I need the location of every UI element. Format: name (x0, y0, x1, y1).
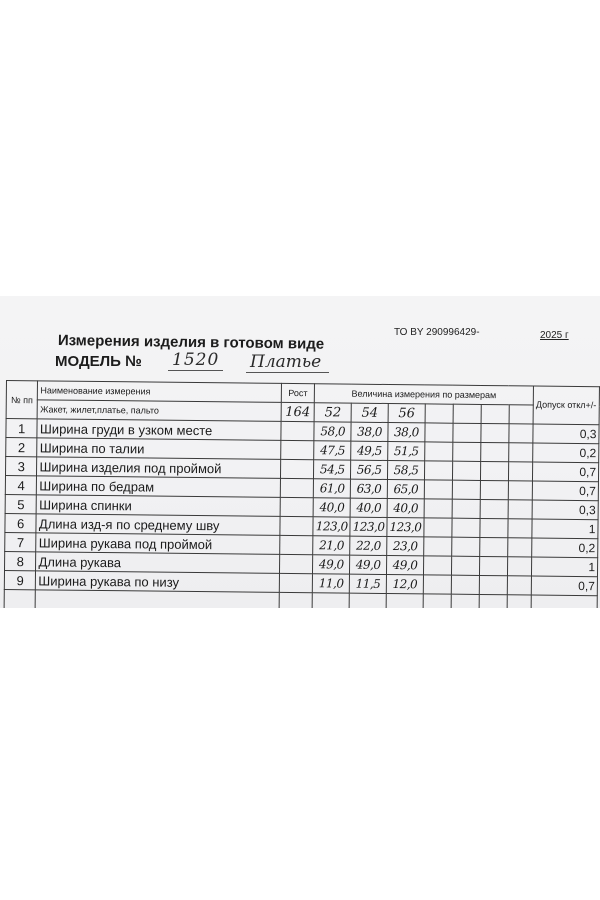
empty-cell (479, 575, 507, 594)
value-size-52: 21,0 (313, 536, 350, 555)
tolerance-value: 0,2 (531, 538, 597, 558)
value-size-56: 58,5 (388, 461, 425, 480)
height-cell (280, 459, 314, 478)
row-number: 2 (6, 438, 38, 457)
empty-cell (424, 499, 452, 518)
col-height-header: Рост (281, 383, 315, 402)
empty-cell (452, 518, 480, 537)
size-52: 52 (314, 403, 351, 422)
model-name: Платье (246, 352, 329, 373)
empty-cell (480, 442, 508, 461)
sheet-title: Измерения изделия в готовом виде (57, 332, 325, 353)
empty-cell (508, 500, 532, 519)
value-size-56: 49,0 (387, 555, 424, 574)
empty-cell (452, 461, 480, 480)
value-size-56: 38,0 (388, 423, 425, 442)
empty-cell (507, 576, 531, 595)
col-num-header: № пп (6, 381, 38, 419)
empty-cell (481, 404, 509, 423)
measurement-name: Длина изд-я по среднему шву (36, 514, 280, 536)
empty-cell (508, 481, 532, 500)
empty-cell (508, 462, 532, 481)
empty-cell (531, 595, 597, 608)
measurement-name: Ширина спинки (37, 495, 281, 517)
measurement-name: Ширина рукава по низу (36, 571, 280, 593)
row-number: 8 (5, 551, 37, 570)
empty-cell (479, 556, 507, 575)
measurement-name: Ширина изделия под проймой (37, 457, 281, 479)
measurement-name: Ширина по талии (37, 438, 281, 460)
empty-cell (279, 592, 313, 608)
height-cell (279, 535, 313, 554)
value-size-54: 63,0 (350, 479, 387, 498)
value-size-54: 22,0 (350, 536, 387, 555)
height-cell (281, 421, 315, 440)
height-cell (280, 478, 314, 497)
tolerance-value: 0,2 (532, 443, 598, 463)
empty-cell (425, 423, 453, 442)
value-size-56: 65,0 (387, 480, 424, 499)
height-value: 164 (281, 402, 315, 421)
col-name-header: Наименование измерения (38, 381, 282, 403)
tolerance-value: 0,7 (531, 576, 597, 596)
value-size-52: 11,0 (313, 574, 350, 593)
empty-cell (451, 537, 479, 556)
empty-cell (451, 575, 479, 594)
standard-number: ТО BY 290996429- (394, 327, 480, 338)
empty-cell (480, 518, 508, 537)
height-cell (279, 573, 313, 592)
tolerance-value: 0,3 (533, 424, 599, 444)
row-number: 7 (5, 532, 37, 551)
value-size-56: 23,0 (387, 536, 424, 555)
row-number: 5 (5, 494, 37, 513)
row-number: 3 (5, 457, 37, 476)
measurement-sheet (0, 296, 600, 608)
row-number: 9 (4, 570, 36, 589)
value-size-54: 56,5 (351, 460, 388, 479)
size-56: 56 (388, 404, 425, 423)
value-size-52: 123,0 (313, 517, 350, 536)
empty-cell (509, 405, 533, 424)
value-size-52: 49,0 (313, 555, 350, 574)
empty-cell (507, 595, 531, 608)
value-size-54: 49,5 (351, 441, 388, 460)
empty-cell (507, 538, 531, 557)
measurement-table (4, 380, 600, 608)
empty-cell (36, 590, 280, 608)
tolerance-value: 0,7 (532, 462, 598, 482)
value-size-56: 123,0 (387, 517, 424, 536)
value-size-52: 61,0 (314, 479, 351, 498)
empty-cell (386, 593, 423, 608)
value-size-56: 40,0 (387, 498, 424, 517)
value-size-52: 54,5 (314, 460, 351, 479)
empty-cell (507, 519, 531, 538)
empty-cell (452, 499, 480, 518)
empty-cell (480, 461, 508, 480)
empty-cell (423, 556, 451, 575)
model-number: 1520 (168, 350, 223, 371)
empty-cell (425, 404, 453, 423)
year-label: 2025 г (540, 330, 569, 341)
empty-cell (424, 461, 452, 480)
empty-cell (452, 480, 480, 499)
value-size-54: 123,0 (350, 517, 387, 536)
empty-cell (481, 423, 509, 442)
empty-cell (507, 557, 531, 576)
empty-cell (423, 575, 451, 594)
size-54: 54 (351, 403, 388, 422)
height-cell (279, 554, 313, 573)
col-name-subheader: Жакет, жилет,платье, пальто (38, 400, 282, 422)
empty-cell (424, 518, 452, 537)
row-number: 4 (5, 476, 37, 495)
value-size-56: 12,0 (386, 574, 423, 593)
col-size-header: Величина измерения по размерам (315, 384, 534, 405)
tolerance-value: 1 (532, 519, 598, 539)
empty-cell (424, 537, 452, 556)
measurement-name: Ширина по бедрам (37, 476, 281, 498)
tolerance-value: 0,3 (532, 500, 598, 520)
empty-cell (451, 556, 479, 575)
value-size-52: 40,0 (313, 498, 350, 517)
empty-cell (453, 404, 481, 423)
value-size-52: 47,5 (314, 441, 351, 460)
empty-cell (508, 424, 532, 443)
measurement-name: Ширина рукава под проймой (36, 533, 280, 555)
empty-cell (452, 442, 480, 461)
empty-cell (312, 593, 349, 608)
value-size-56: 51,5 (388, 442, 425, 461)
row-number: 6 (5, 513, 37, 532)
empty-cell (423, 594, 451, 608)
measurement-name: Длина рукава (36, 552, 280, 574)
value-size-54: 40,0 (350, 498, 387, 517)
empty-cell (4, 589, 36, 608)
empty-cell (508, 443, 532, 462)
empty-cell (424, 480, 452, 499)
empty-cell (479, 594, 507, 608)
empty-cell (480, 480, 508, 499)
measurement-name: Ширина груди в узком месте (37, 419, 281, 441)
height-cell (280, 440, 314, 459)
tolerance-value: 0,7 (532, 481, 598, 501)
height-cell (280, 497, 314, 516)
row-number: 1 (6, 419, 38, 438)
empty-cell (453, 423, 481, 442)
empty-cell (480, 499, 508, 518)
value-size-54: 49,0 (350, 555, 387, 574)
empty-cell (451, 594, 479, 608)
empty-cell (349, 593, 386, 608)
value-size-52: 58,0 (314, 422, 351, 441)
empty-cell (425, 442, 453, 461)
model-label: МОДЕЛЬ № (55, 353, 142, 370)
tolerance-value: 1 (531, 557, 597, 577)
height-cell (280, 516, 314, 535)
empty-cell (479, 537, 507, 556)
value-size-54: 11,5 (349, 574, 386, 593)
col-tol-header: Допуск откл+/- (533, 386, 600, 425)
value-size-54: 38,0 (351, 422, 388, 441)
